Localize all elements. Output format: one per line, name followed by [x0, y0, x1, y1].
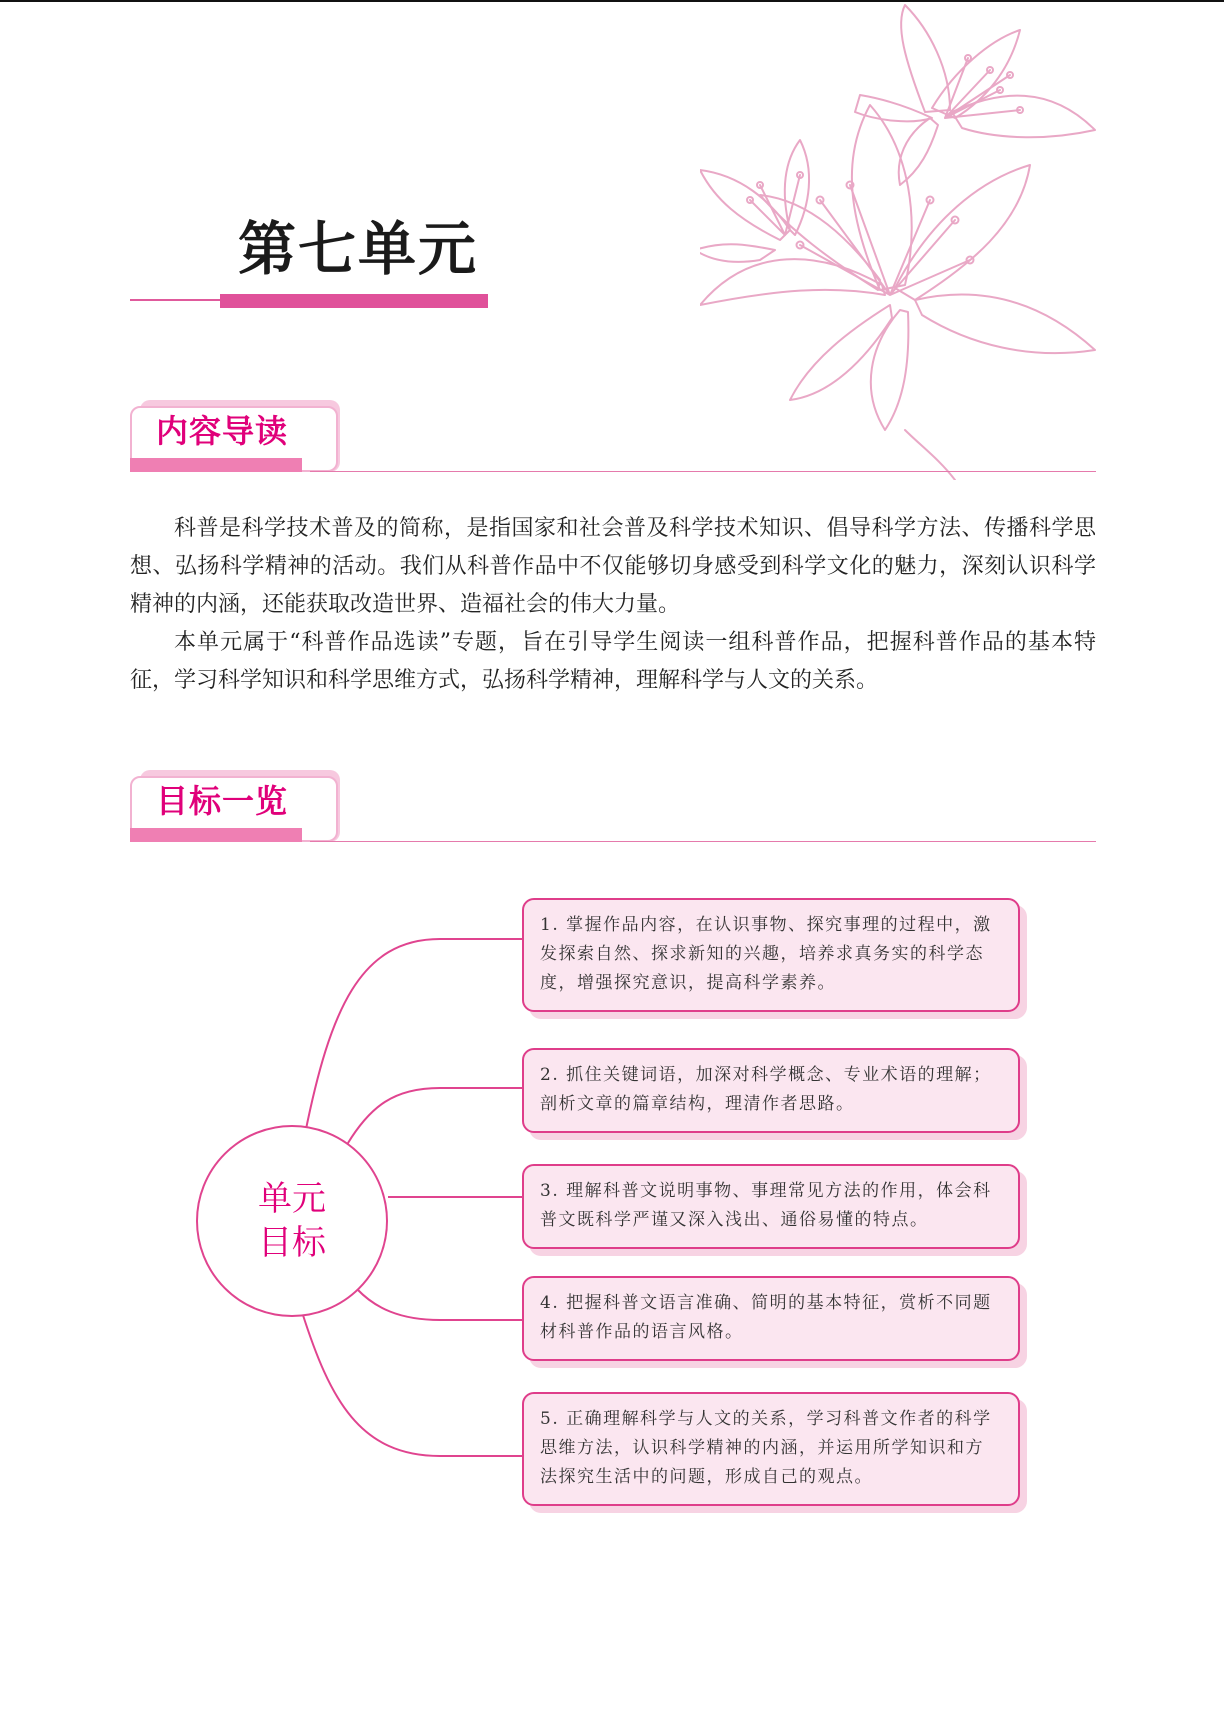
intro-paragraph: 本单元属于“科普作品选读”专题，旨在引导学生阅读一组科普作品，把握科普作品的基本特征，学习科学知识和科学思维方式，弘扬科学精神，理解科学与人文的关系。	[130, 630, 1096, 693]
unit-goals-center	[196, 1125, 388, 1317]
center-label-line2: 目标	[258, 1223, 326, 1263]
intro-paragraph: 科普是科学技术普及的简称，是指国家和社会普及科学技术知识、倡导科学方法、传播科学思想、弘扬科学精神的活动。我们从科普作品中不仅能够切身感受到科学文化的魅力，深刻认识科学精神的内涵，还能获取改造世界、造福社会的伟大力量。	[130, 516, 1096, 617]
center-label-line1: 单元	[258, 1179, 326, 1219]
title-thin-line	[130, 299, 220, 301]
goal-box: 2. 抓住关键词语，加深对科学概念、专业术语的理解；剖析文章的篇章结构，理清作者思路。	[522, 1048, 1020, 1133]
section-rule	[310, 841, 1096, 842]
intro-section-header	[130, 400, 1096, 480]
goals-mindmap	[0, 880, 1224, 1520]
unit-title: 第七单元	[238, 215, 479, 283]
goal-box: 1. 掌握作品内容，在认识事物、探究事理的过程中，激发探索自然、探求新知的兴趣，培养求真务实的科学态度，增强探究意识，提高科学素养。	[522, 898, 1020, 1012]
title-accent-bar	[220, 294, 488, 308]
goal-box: 5. 正确理解科学与人文的关系，学习科普文作者的科学思维方法，认识科学精神的内涵，并运用所学知识和方法探究生活中的问题，形成自己的观点。	[522, 1392, 1020, 1506]
goals-section-title: 目标一览	[156, 782, 289, 820]
intro-section-title: 内容导读	[156, 412, 289, 450]
section-rule	[310, 471, 1096, 472]
goal-box: 3. 理解科普文说明事物、事理常见方法的作用，体会科普文既科学严谨又深入浅出、通俗易懂的特点。	[522, 1164, 1020, 1249]
section-underbar	[130, 828, 302, 842]
goal-box: 4. 把握科普文语言准确、简明的基本特征，赏析不同题材科普作品的语言风格。	[522, 1276, 1020, 1361]
intro-text	[130, 510, 1096, 700]
section-underbar	[130, 458, 302, 472]
goals-section-header	[130, 770, 1096, 850]
